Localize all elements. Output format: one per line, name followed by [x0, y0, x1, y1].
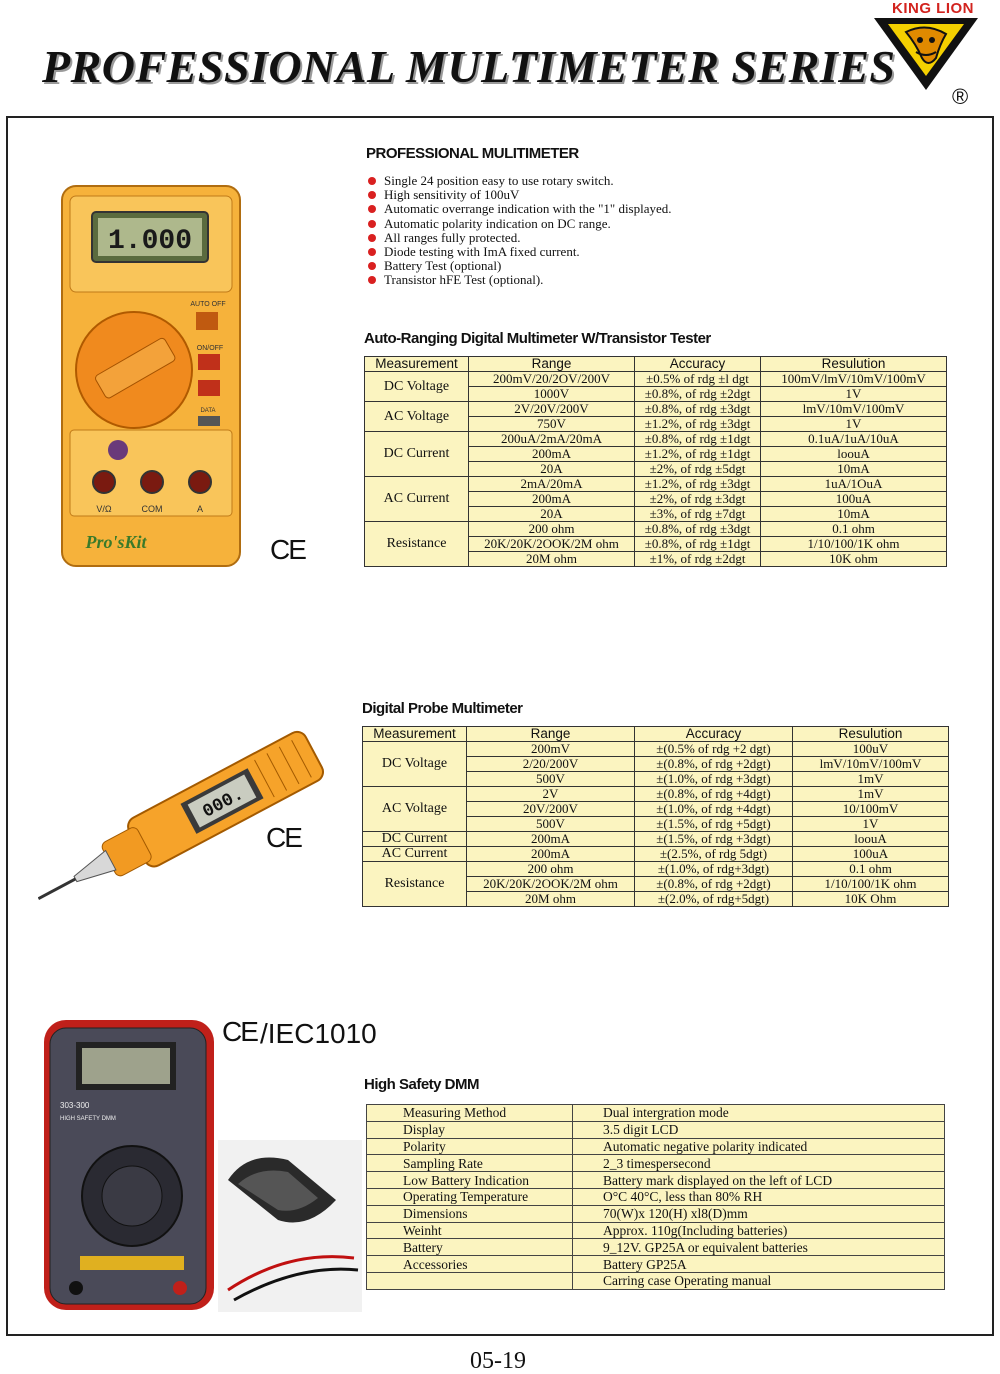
- spec-value-cell: 3.5 digit LCD: [573, 1121, 945, 1138]
- range-cell: 500V: [467, 772, 635, 787]
- section-title-high-safety: High Safety DMM: [364, 1076, 480, 1093]
- resolution-cell: 10mA: [761, 462, 947, 477]
- dmm-model-label: 303-300: [60, 1101, 90, 1110]
- resolution-cell: 1mV: [793, 772, 949, 787]
- header-accuracy: Accuracy: [635, 727, 793, 742]
- on-off-label: ON/OFF: [196, 345, 224, 352]
- ce-mark: CE: [222, 1016, 257, 1047]
- spec-key-cell: Operating Temperature: [367, 1188, 573, 1205]
- accuracy-cell: ±3%, of rdg ±7dgt: [635, 507, 761, 522]
- spec-key-cell: Display: [367, 1121, 573, 1138]
- table-row: [367, 1188, 945, 1205]
- table-row: [367, 1155, 945, 1172]
- accuracy-cell: ±1.2%, of rdg ±1dgt: [635, 447, 761, 462]
- header-accuracy: Accuracy: [635, 357, 761, 372]
- resolution-cell: 0.1 ohm: [761, 522, 947, 537]
- page-title: PROFESSIONAL MULTIMETER SERIES: [42, 41, 896, 92]
- measurement-cell: AC Voltage: [363, 787, 467, 832]
- resolution-cell: 0.1 ohm: [793, 862, 949, 877]
- accuracy-cell: ±0.8%, of rdg ±3dgt: [635, 402, 761, 417]
- feature-item: All ranges fully protected.: [368, 231, 672, 245]
- measurement-cell: AC Current: [365, 477, 469, 522]
- dmm-case-photo: [218, 1140, 362, 1312]
- measurement-cell: AC Current: [363, 847, 467, 862]
- resolution-cell: 1V: [761, 387, 947, 402]
- ce-mark: CE: [266, 822, 301, 853]
- resolution-cell: 1/10/100/1K ohm: [793, 877, 949, 892]
- table-row: [367, 1256, 945, 1273]
- accuracy-cell: ±0.8%, of rdg ±1dgt: [635, 537, 761, 552]
- table-row: [367, 1205, 945, 1222]
- range-cell: 20A: [469, 462, 635, 477]
- resolution-cell: 10K ohm: [761, 552, 947, 567]
- spec-key-cell: Battery: [367, 1239, 573, 1256]
- spec-key-cell: Measuring Method: [367, 1105, 573, 1122]
- range-cell: 200 ohm: [467, 862, 635, 877]
- range-cell: 200mV/20/2OV/200V: [469, 372, 635, 387]
- section-title-auto-ranging: Auto-Ranging Digital Multimeter W/Transistor Tester: [364, 330, 711, 347]
- spec-key-cell: Low Battery Indication: [367, 1172, 573, 1189]
- spec-value-cell: Automatic negative polarity indicated: [573, 1138, 945, 1155]
- accuracy-cell: ±(1.0%, of rdg +3dgt): [635, 772, 793, 787]
- range-cell: 2V: [467, 787, 635, 802]
- accuracy-cell: ±(0.8%, of rdg +2dgt): [635, 877, 793, 892]
- accuracy-cell: ±0.8%, of rdg ±1dgt: [635, 432, 761, 447]
- spec-value-cell: 9_12V. GP25A or equivalent batteries: [573, 1239, 945, 1256]
- range-cell: 200 ohm: [469, 522, 635, 537]
- accuracy-cell: ±(2.5%, of rdg 5dgt): [635, 847, 793, 862]
- spec-key-cell: [367, 1272, 573, 1289]
- accuracy-cell: ±0.8%, of rdg ±3dgt: [635, 522, 761, 537]
- accuracy-cell: ±(1.0%, of rdg +4dgt): [635, 802, 793, 817]
- feature-item: Single 24 position easy to use rotary switch.: [368, 174, 672, 188]
- range-cell: 200mA: [469, 492, 635, 507]
- resolution-cell: 1V: [793, 817, 949, 832]
- table-row: [363, 832, 949, 847]
- table-row: [367, 1138, 945, 1155]
- resolution-cell: 1V: [761, 417, 947, 432]
- range-cell: 2V/20V/200V: [469, 402, 635, 417]
- header-range: Range: [469, 357, 635, 372]
- high-safety-dmm-illustration: [40, 1016, 218, 1316]
- table-row: [365, 477, 947, 492]
- feature-item: Transistor hFE Test (optional).: [368, 273, 672, 287]
- resolution-cell: 100uV: [793, 742, 949, 757]
- spec-value-cell: Dual intergration mode: [573, 1105, 945, 1122]
- table-row: [367, 1239, 945, 1256]
- table-row: [365, 402, 947, 417]
- spec-key-cell: Accessories: [367, 1256, 573, 1273]
- table-row: [365, 432, 947, 447]
- table-row: [367, 1105, 945, 1122]
- spec-value-cell: Battery GP25A: [573, 1256, 945, 1273]
- table-row: [363, 862, 949, 877]
- spec-key-cell: Weinht: [367, 1222, 573, 1239]
- range-cell: 750V: [469, 417, 635, 432]
- header-range: Range: [467, 727, 635, 742]
- accuracy-cell: ±1%, of rdg ±2dgt: [635, 552, 761, 567]
- feature-item: Automatic overrange indication with the "1" displayed.: [368, 202, 672, 216]
- jack-label-volt-ohm: V/Ω: [96, 504, 112, 514]
- accuracy-cell: ±(1.5%, of rdg +3dgt): [635, 832, 793, 847]
- measurement-cell: Resistance: [363, 862, 467, 907]
- table-row: [367, 1272, 945, 1289]
- brand-name: KING LION: [892, 0, 974, 17]
- range-cell: 20V/200V: [467, 802, 635, 817]
- table-row: [365, 372, 947, 387]
- resolution-cell: 100uA: [793, 847, 949, 862]
- range-cell: 2/20/200V: [467, 757, 635, 772]
- range-cell: 20K/20K/2OOK/2M ohm: [469, 537, 635, 552]
- accuracy-cell: ±(0.8%, of rdg +2dgt): [635, 757, 793, 772]
- spec-value-cell: Approx. 110g(Including batteries): [573, 1222, 945, 1239]
- section-title-probe: Digital Probe Multimeter: [362, 700, 523, 717]
- resolution-cell: 10/100mV: [793, 802, 949, 817]
- accuracy-cell: ±1.2%, of rdg ±3dgt: [635, 477, 761, 492]
- page-number: 05-19: [470, 1348, 526, 1374]
- range-cell: 200mA: [469, 447, 635, 462]
- probe-display: 000.: [199, 784, 248, 823]
- header-measurement: Measurement: [363, 727, 467, 742]
- range-cell: 20A: [469, 507, 635, 522]
- table-row: [367, 1172, 945, 1189]
- on-off-button: [198, 354, 220, 370]
- auto-ranging-spec-table: [364, 356, 947, 567]
- range-cell: 200mV: [467, 742, 635, 757]
- table-row: [367, 1222, 945, 1239]
- accuracy-cell: ±2%, of rdg ±3dgt: [635, 492, 761, 507]
- feature-item: Automatic polarity indication on DC range.: [368, 217, 672, 231]
- spec-key-cell: Polarity: [367, 1138, 573, 1155]
- accuracy-cell: ±(1.0%, of rdg+3dgt): [635, 862, 793, 877]
- probe-multimeter-illustration: [38, 718, 338, 918]
- resolution-cell: lmV/10mV/100mV: [793, 757, 949, 772]
- accuracy-cell: ±2%, of rdg ±5dgt: [635, 462, 761, 477]
- accuracy-cell: ±1.2%, of rdg ±3dgt: [635, 417, 761, 432]
- accuracy-cell: ±(1.5%, of rdg +5dgt): [635, 817, 793, 832]
- spec-value-cell: Carring case Operating manual: [573, 1272, 945, 1289]
- jack-label-amp: A: [196, 504, 204, 514]
- ce-mark: CE: [270, 534, 305, 565]
- measurement-cell: AC Voltage: [365, 402, 469, 432]
- feature-item: Diode testing with ImA fixed current.: [368, 245, 672, 259]
- range-cell: 20M ohm: [467, 892, 635, 907]
- resolution-cell: 10K Ohm: [793, 892, 949, 907]
- dmm-safety-label: HIGH SAFETY DMM: [60, 1116, 116, 1122]
- measurement-cell: DC Current: [365, 432, 469, 477]
- resolution-cell: 1/10/100/1K ohm: [761, 537, 947, 552]
- jack-label-com: COM: [141, 504, 163, 514]
- accuracy-cell: ±(0.5% of rdg +2 dgt): [635, 742, 793, 757]
- range-cell: 20K/20K/2OOK/2M ohm: [467, 877, 635, 892]
- resolution-cell: 1uA/1OuA: [761, 477, 947, 492]
- resolution-cell: lmV/10mV/100mV: [761, 402, 947, 417]
- resolution-cell: 1mV: [793, 787, 949, 802]
- range-cell: 500V: [467, 817, 635, 832]
- accuracy-cell: ±0.5% of rdg ±l dgt: [635, 372, 761, 387]
- spec-key-cell: Dimensions: [367, 1205, 573, 1222]
- spec-value-cell: O°C 40°C, less than 80% RH: [573, 1188, 945, 1205]
- range-cell: 2mA/20mA: [469, 477, 635, 492]
- section-title-professional: PROFESSIONAL MULITIMETER: [366, 145, 579, 162]
- range-cell: 200mA: [467, 847, 635, 862]
- table-row: [365, 522, 947, 537]
- accuracy-cell: ±(2.0%, of rdg+5dgt): [635, 892, 793, 907]
- iec-certification: /IEC1010: [260, 1018, 377, 1049]
- range-cell: 1000V: [469, 387, 635, 402]
- table-header-row: [363, 727, 949, 742]
- range-cell: 200mA: [467, 832, 635, 847]
- accuracy-cell: ±0.8%, of rdg ±2dgt: [635, 387, 761, 402]
- measurement-cell: Resistance: [365, 522, 469, 567]
- table-row: [367, 1121, 945, 1138]
- range-cell: 200uA/2mA/20mA: [469, 432, 635, 447]
- multimeter-illustration: [56, 180, 246, 572]
- accuracy-cell: ±(0.8%, of rdg +4dgt): [635, 787, 793, 802]
- lion-emblem-icon: [866, 14, 986, 92]
- resolution-cell: 0.1uA/1uA/10uA: [761, 432, 947, 447]
- table-header-row: [365, 357, 947, 372]
- data-label: DATA: [200, 408, 216, 414]
- table-row: [363, 742, 949, 757]
- spec-value-cell: 70(W)x 120(H) xl8(D)mm: [573, 1205, 945, 1222]
- registered-mark: ®: [952, 84, 969, 109]
- header-measurement: Measurement: [365, 357, 469, 372]
- auto-off-label: AUTO OFF: [190, 301, 226, 308]
- feature-list: [368, 174, 672, 288]
- range-cell: 20M ohm: [469, 552, 635, 567]
- probe-spec-table: [362, 726, 949, 907]
- device-brand-logo: Pro'sKit: [85, 532, 147, 552]
- resolution-cell: 10mA: [761, 507, 947, 522]
- resolution-cell: 100mV/lmV/10mV/100mV: [761, 372, 947, 387]
- resolution-cell: loouA: [793, 832, 949, 847]
- multimeter-display: 1.000: [107, 226, 193, 257]
- resolution-cell: loouA: [761, 447, 947, 462]
- spec-value-cell: Battery mark displayed on the left of LCD: [573, 1172, 945, 1189]
- measurement-cell: DC Voltage: [365, 372, 469, 402]
- table-row: [363, 787, 949, 802]
- feature-item: High sensitivity of 100uV: [368, 188, 672, 202]
- header-resolution: Resulution: [761, 357, 947, 372]
- header-resolution: Resulution: [793, 727, 949, 742]
- resolution-cell: 100uA: [761, 492, 947, 507]
- spec-key-cell: Sampling Rate: [367, 1155, 573, 1172]
- feature-item: Battery Test (optional): [368, 259, 672, 273]
- high-safety-spec-table: [366, 1104, 945, 1290]
- spec-value-cell: 2_3 timespersecond: [573, 1155, 945, 1172]
- brand-logo: [866, 0, 996, 112]
- table-row: [363, 847, 949, 862]
- measurement-cell: DC Voltage: [363, 742, 467, 787]
- measurement-cell: DC Current: [363, 832, 467, 847]
